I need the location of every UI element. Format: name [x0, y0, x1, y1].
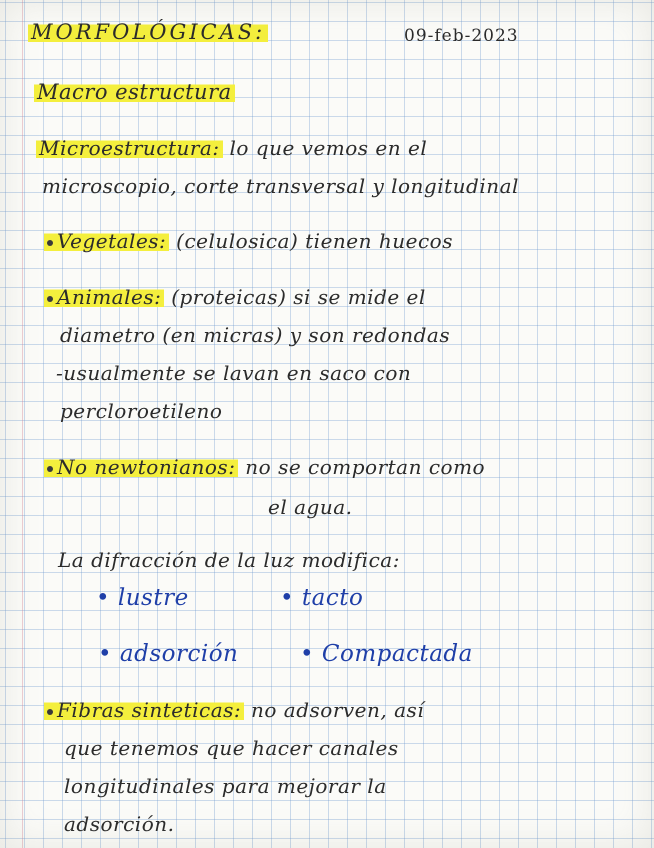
micro-label: Microestructura:	[36, 136, 223, 160]
animales-line-1	[44, 285, 426, 309]
micro-text-1: lo que vemos en el	[229, 136, 428, 160]
item-compactada	[300, 641, 473, 667]
fibras-line-1	[44, 698, 424, 722]
macro-heading	[34, 80, 235, 104]
animales-label: Animales:	[57, 285, 162, 309]
item-lustre	[96, 585, 189, 611]
fibras-line-3: longitudinales para mejorar la	[64, 774, 387, 798]
page-title	[28, 20, 268, 44]
no-newtonianos-line-1	[44, 455, 485, 479]
animales-line-2: diametro (en micras) y son redondas	[60, 323, 451, 347]
vegetales-text: (celulosica) tienen huecos	[176, 229, 453, 253]
item-bullet: •	[280, 585, 302, 611]
item-bullet: •	[98, 641, 120, 667]
macro-heading-text: Macro estructura	[34, 80, 235, 104]
animales-text-1: (proteicas) si se mide el	[171, 285, 426, 309]
item-tacto	[280, 585, 363, 611]
fibras-text-1: no adsorven, así	[251, 698, 425, 722]
page-margin-line	[22, 0, 23, 848]
animales-line-3: -usualmente se lavan en saco con	[56, 361, 412, 385]
item-adsorcion-text: adsorción	[119, 641, 239, 667]
fibras-line-4: adsorción.	[64, 812, 175, 836]
no-newtonianos-text-1: no se comportan como	[245, 455, 486, 479]
bullet-icon	[47, 240, 53, 246]
bullet-icon	[47, 296, 53, 302]
no-newtonianos-line-2: el agua.	[268, 495, 353, 519]
bullet-icon	[47, 709, 53, 715]
no-newtonianos-label: No newtonianos:	[57, 455, 236, 479]
animales-label-wrap	[44, 285, 164, 309]
animales-line-4: percloroetileno	[60, 399, 223, 423]
difraccion-line: La difracción de la luz modifica:	[58, 548, 400, 572]
item-bullet: •	[96, 585, 118, 611]
fibras-label: Fibras sinteticas:	[57, 698, 242, 722]
page-date: 09-feb-2023	[404, 26, 519, 46]
item-tacto-text: tacto	[301, 585, 364, 611]
fibras-line-2: que tenemos que hacer canales	[64, 736, 399, 760]
fibras-label-wrap	[44, 698, 244, 722]
micro-line-1	[36, 136, 427, 160]
page-title-text: MORFOLÓGICAS:	[28, 20, 268, 44]
item-lustre-text: lustre	[117, 585, 189, 611]
bullet-icon	[47, 466, 53, 472]
item-compactada-text: Compactada	[321, 641, 473, 667]
vegetales-label-wrap	[44, 229, 169, 253]
item-adsorcion	[98, 641, 238, 667]
vegetales-label: Vegetales:	[57, 229, 167, 253]
micro-line-2: microscopio, corte transversal y longitudinal	[42, 174, 519, 198]
item-bullet: •	[300, 641, 322, 667]
no-newtonianos-label-wrap	[44, 455, 238, 479]
vegetales-line	[44, 229, 453, 253]
